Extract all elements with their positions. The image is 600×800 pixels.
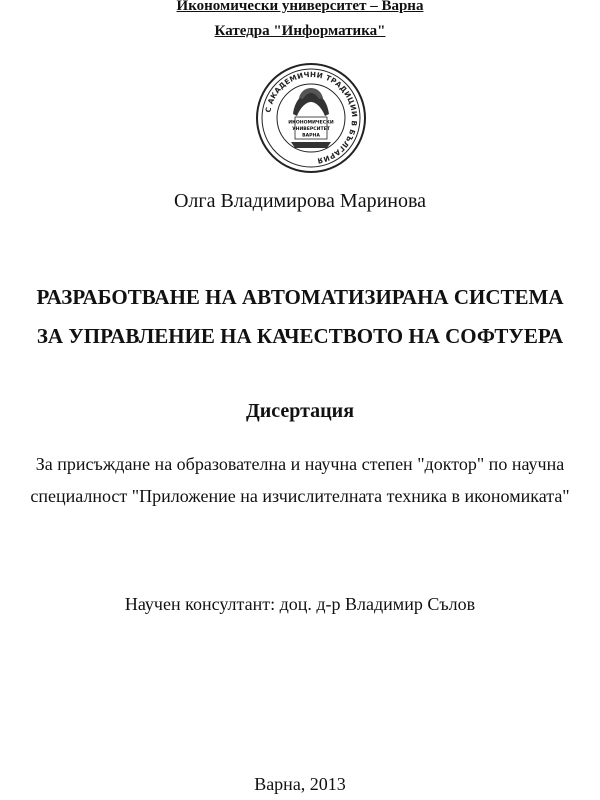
seal-center-line-1: ИКОНОМИЧЕСКИ xyxy=(288,120,334,126)
university-seal-icon xyxy=(255,62,367,174)
document-type: Дисертация xyxy=(245,400,355,422)
place-and-year: Варна, 2013 xyxy=(254,774,346,794)
thesis-title-line-1: РАЗРАБОТВАНЕ НА АВТОМАТИЗИРАНА СИСТЕМА xyxy=(36,285,564,309)
scientific-consultant: Научен консултант: доц. д-р Владимир Сълов xyxy=(124,594,476,614)
thesis-title-line-2: ЗА УПРАВЛЕНИЕ НА КАЧЕСТВОТО НА СОФТУЕРА xyxy=(36,324,564,348)
department-name: Катедра "Информатика" xyxy=(214,23,386,39)
degree-purpose: За присъждане на образователна и научна степен "доктор" по научна специалност "Приложение на изчислителната техника в икономиката" xyxy=(30,454,570,506)
seal-center-line-3: ВАРНА xyxy=(302,133,320,139)
author-name: Олга Владимирова Маринова xyxy=(173,190,427,212)
seal-center-line-2: УНИВЕРСИТЕТ xyxy=(292,127,330,132)
university-name: Икономически университет – Варна xyxy=(176,0,424,14)
seal-ring-text: С АКАДЕМИЧНИ ТРАДИЦИИ В БЪЛГАРИЯ xyxy=(263,69,360,166)
